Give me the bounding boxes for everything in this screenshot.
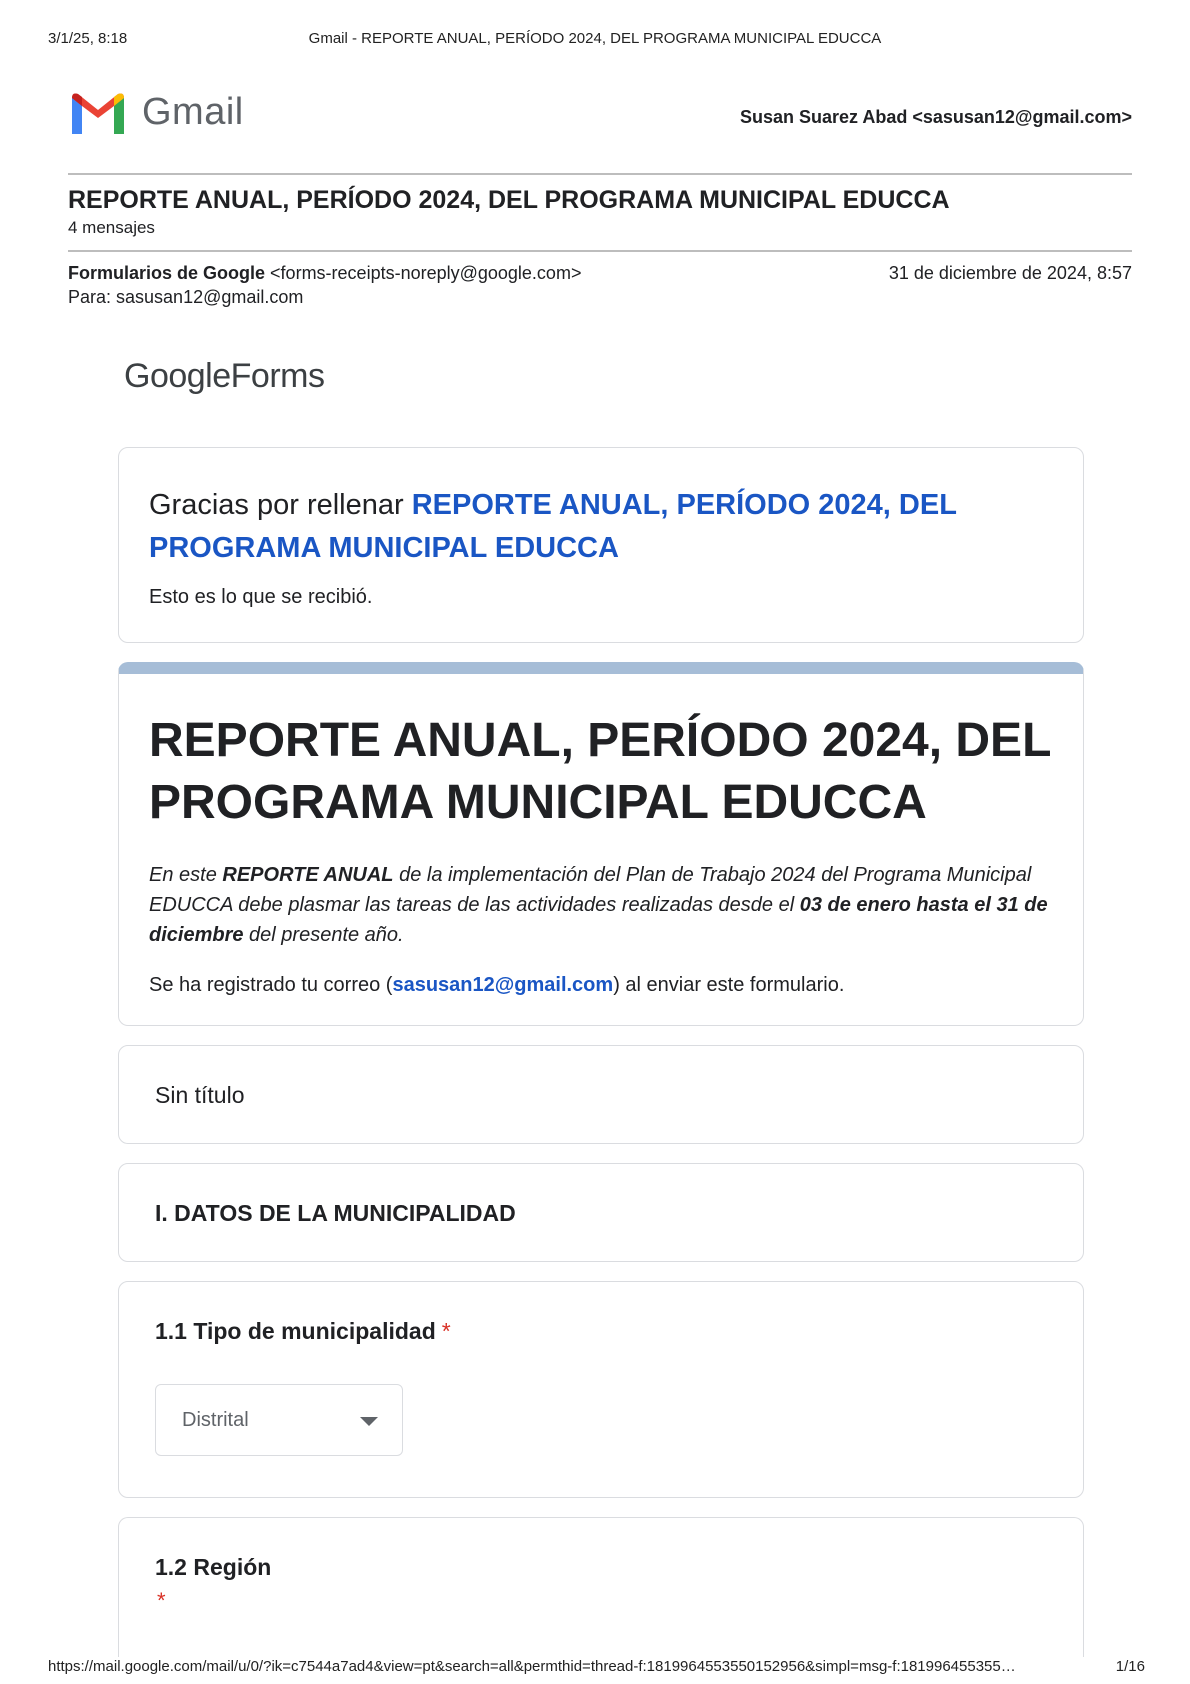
print-page-number: 1/16 bbox=[1115, 1658, 1145, 1675]
question-title: 1.2 Región bbox=[155, 1554, 272, 1580]
thanks-card bbox=[118, 447, 1084, 643]
required-asterisk: * bbox=[441, 1318, 451, 1344]
desc-text: En este bbox=[149, 864, 223, 886]
dropdown-value: Distrital bbox=[182, 1409, 249, 1431]
section-title: Sin título bbox=[155, 1082, 245, 1108]
divider bbox=[68, 250, 1132, 252]
email-note-prefix: Se ha registrado tu correo ( bbox=[149, 974, 393, 996]
thread-subject: REPORTE ANUAL, PERÍODO 2024, DEL PROGRAMA MUNICIPAL EDUCCA bbox=[68, 186, 950, 214]
email-note bbox=[149, 974, 844, 997]
question-card bbox=[118, 1281, 1084, 1498]
question-title bbox=[155, 1318, 451, 1345]
gmail-wordmark: Gmail bbox=[142, 90, 244, 133]
message-count: 4 mensajes bbox=[68, 218, 155, 237]
thanks-prefix: Gracias por rellenar bbox=[149, 489, 412, 521]
forms-wordmark: Forms bbox=[230, 357, 325, 395]
municipality-type-dropdown[interactable] bbox=[155, 1384, 403, 1456]
google-forms-logo bbox=[124, 357, 324, 396]
desc-text: de la implementación del Plan de Trabajo 2024 del Programa Municipal EDUCCA debe plasmar las tareas de las actividades realizadas desde el bbox=[149, 864, 1032, 916]
form-description bbox=[149, 860, 1059, 950]
untitled-section-card bbox=[118, 1045, 1084, 1144]
sender-name: Formularios de Google bbox=[68, 263, 266, 283]
print-title: Gmail - REPORTE ANUAL, PERÍODO 2024, DEL PROGRAMA MUNICIPAL EDUCCA bbox=[308, 30, 882, 47]
datos-section-card bbox=[118, 1163, 1084, 1262]
gmail-logo bbox=[68, 90, 244, 134]
desc-bold: REPORTE ANUAL bbox=[222, 864, 394, 886]
question-card bbox=[118, 1517, 1084, 1657]
print-url: https://mail.google.com/mail/u/0/?ik=c7544a7ad4&view=pt&search=all&permthid=thread-f:1819964553550152956&simpl=msg-f:181996455355… bbox=[48, 1658, 1016, 1675]
account-label: Susan Suarez Abad <sasusan12@gmail.com> bbox=[739, 107, 1132, 127]
message-date: 31 de diciembre de 2024, 8:57 bbox=[888, 263, 1132, 283]
required-asterisk: * bbox=[157, 1588, 166, 1613]
email-note-address[interactable]: sasusan12@gmail.com bbox=[392, 974, 614, 996]
question-label: 1.1 Tipo de municipalidad bbox=[155, 1318, 436, 1344]
gmail-m-icon bbox=[68, 90, 128, 134]
sender bbox=[68, 263, 581, 284]
sender-email: <forms-receipts-noreply@google.com> bbox=[270, 263, 582, 283]
section-title: I. DATOS DE LA MUNICIPALIDAD bbox=[155, 1200, 516, 1226]
desc-bold: 03 de enero hasta el 31 de diciembre bbox=[149, 894, 1048, 946]
form-link[interactable]: REPORTE ANUAL, PERÍODO 2024, DEL PROGRAMA MUNICIPAL EDUCCA bbox=[149, 489, 957, 564]
print-date: 3/1/25, 8:18 bbox=[48, 30, 128, 47]
chevron-down-icon bbox=[360, 1417, 378, 1426]
form-header-card bbox=[118, 662, 1084, 1026]
thanks-message bbox=[149, 484, 1049, 570]
google-wordmark: Google bbox=[124, 357, 231, 395]
recipient: Para: sasusan12@gmail.com bbox=[68, 287, 304, 307]
form-title: REPORTE ANUAL, PERÍODO 2024, DEL PROGRAMA MUNICIPAL EDUCCA bbox=[149, 714, 1051, 829]
email-note-suffix: ) al enviar este formulario. bbox=[613, 974, 845, 996]
desc-text: del presente año. bbox=[243, 924, 404, 946]
divider bbox=[68, 173, 1132, 175]
received-note: Esto es lo que se recibió. bbox=[149, 586, 373, 608]
